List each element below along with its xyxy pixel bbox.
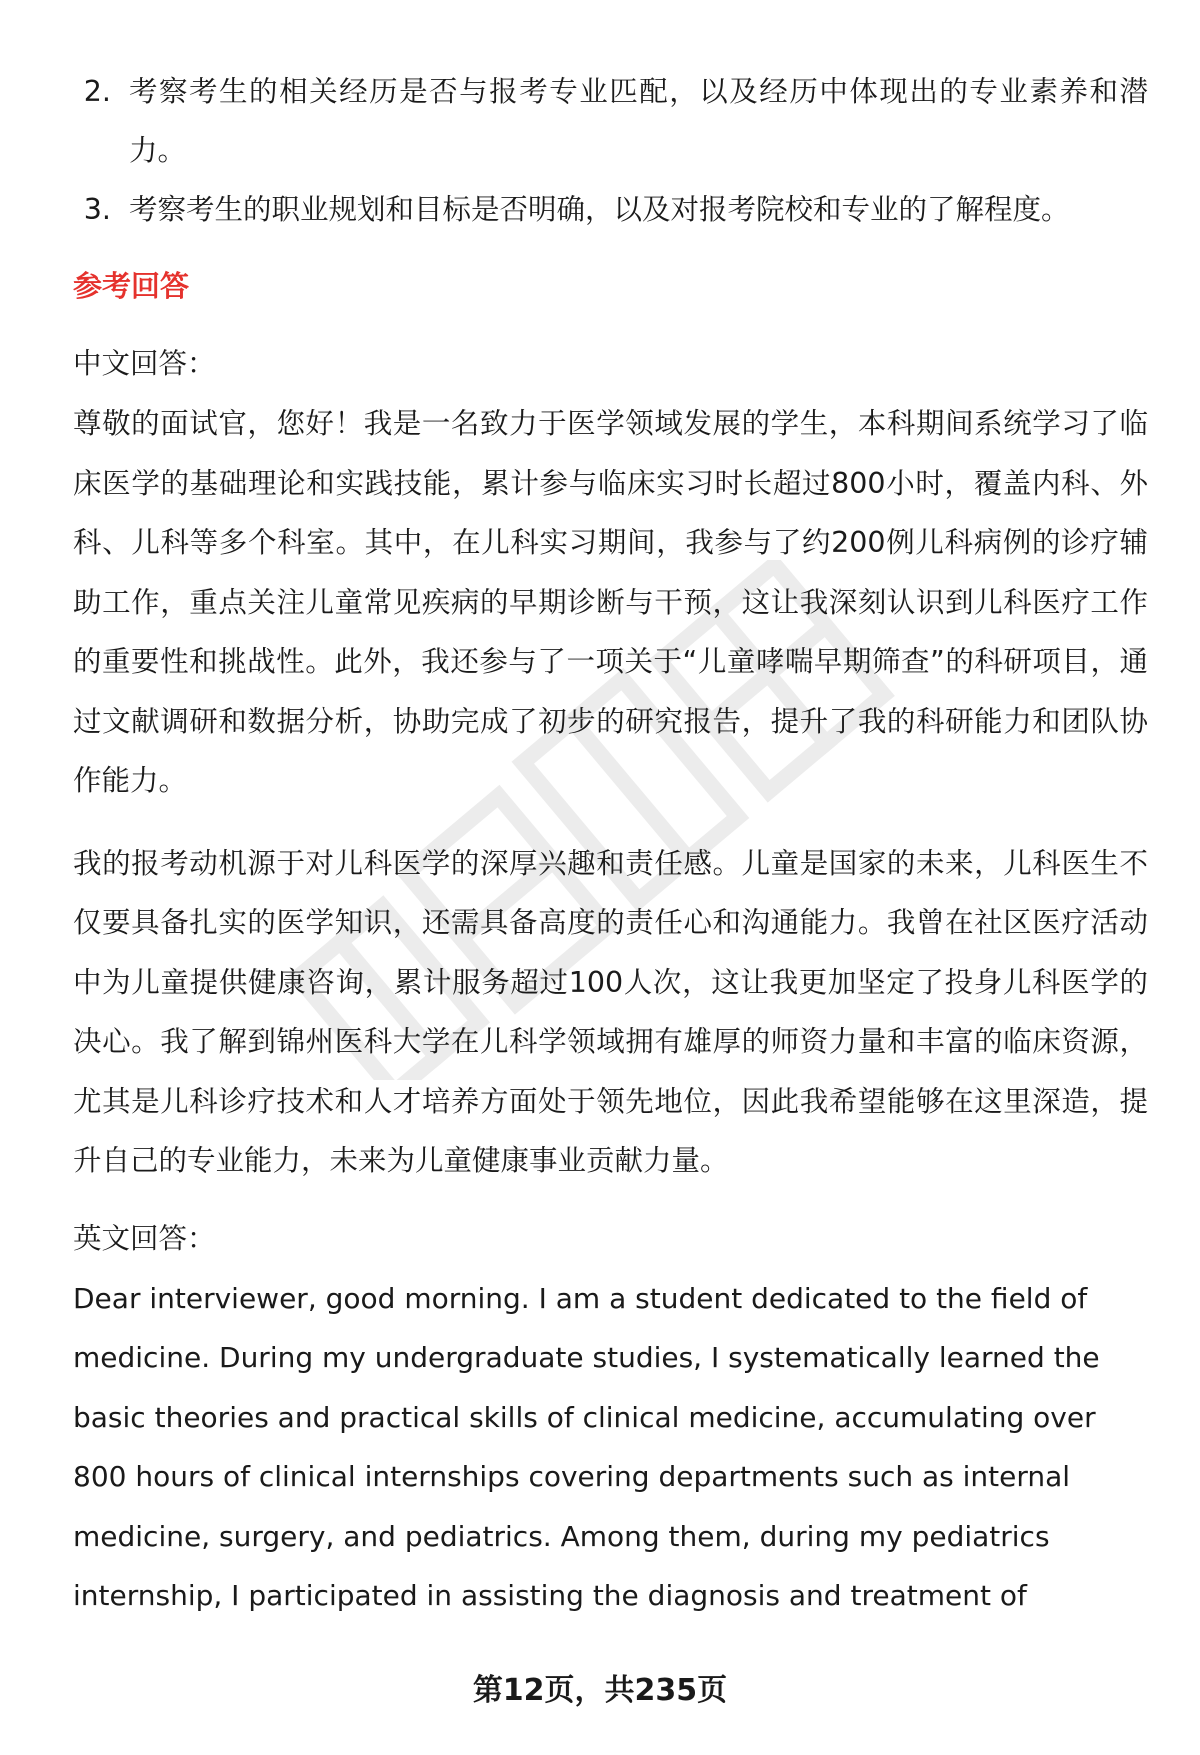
page-content [73, 62, 1148, 1626]
chinese-paragraph: 我的报考动机源于对儿科医学的深厚兴趣和责任感。儿童是国家的未来，儿科医生不仅要具备扎实的医学知识，还需具备高度的责任心和沟通能力。我曾在社区医疗活动中为儿童提供健康咨询，累计服务超过100人次，这让我更加坚定了投身儿科医学的决心。我了解到锦州医科大学在儿科学领域拥有雄厚的师资力量和丰富的临床资源，尤其是儿科诊疗技术和人才培养方面处于领先地位，因此我希望能够在这里深造，提升自己的专业能力，未来为儿童健康事业贡献力量。 [73, 846, 1148, 1177]
chinese-paragraph: 尊敬的面试官，您好！我是一名致力于医学领域发展的学生，本科期间系统学习了临床医学的基础理论和实践技能，累计参与临床实习时长超过800小时，覆盖内科、外科、儿科等多个科室。其中，在儿科实习期间，我参与了约200例儿科病例的诊疗辅助工作，重点关注儿童常见疾病的早期诊断与干预，这让我深刻认识到儿科医疗工作的重要性和挑战性。此外，我还参与了一项关于“儿童哮喘早期筛查”的科研项目，通过文献调研和数据分析，协助完成了初步的研究报告，提升了我的科研能力和团队协作能力。 [73, 407, 1148, 797]
english-answer-label: 英文回答： [73, 1221, 216, 1255]
page-number: 第12页，共235页 [472, 1673, 728, 1708]
list-text: 考察考生的相关经历是否与报考专业匹配，以及经历中体现出的专业素养和潜力。 [129, 75, 1148, 167]
chinese-answer-label: 中文回答： [73, 347, 216, 380]
list-item [73, 180, 1148, 239]
list-text: 考察考生的职业规划和目标是否明确，以及对报考院校和专业的了解程度。 [129, 193, 1070, 226]
english-paragraph: Dear interviewer, good morning. I am a student dedicated to the field of medicine. During my undergraduate studies, I systematically learned the basic theories and practical skills of clinical medicine, accumulating over 800 hours of clinical internships covering departments such as internal medicine, surgery, and pediatrics. Among them, during my pediatrics internship, I participated in assisting the diagnosis and treatment of [73, 1281, 1100, 1612]
list-number: 3. [83, 193, 111, 226]
list-item [73, 62, 1148, 180]
list-number: 2. [83, 75, 111, 108]
section-title: 参考回答 [73, 269, 190, 303]
